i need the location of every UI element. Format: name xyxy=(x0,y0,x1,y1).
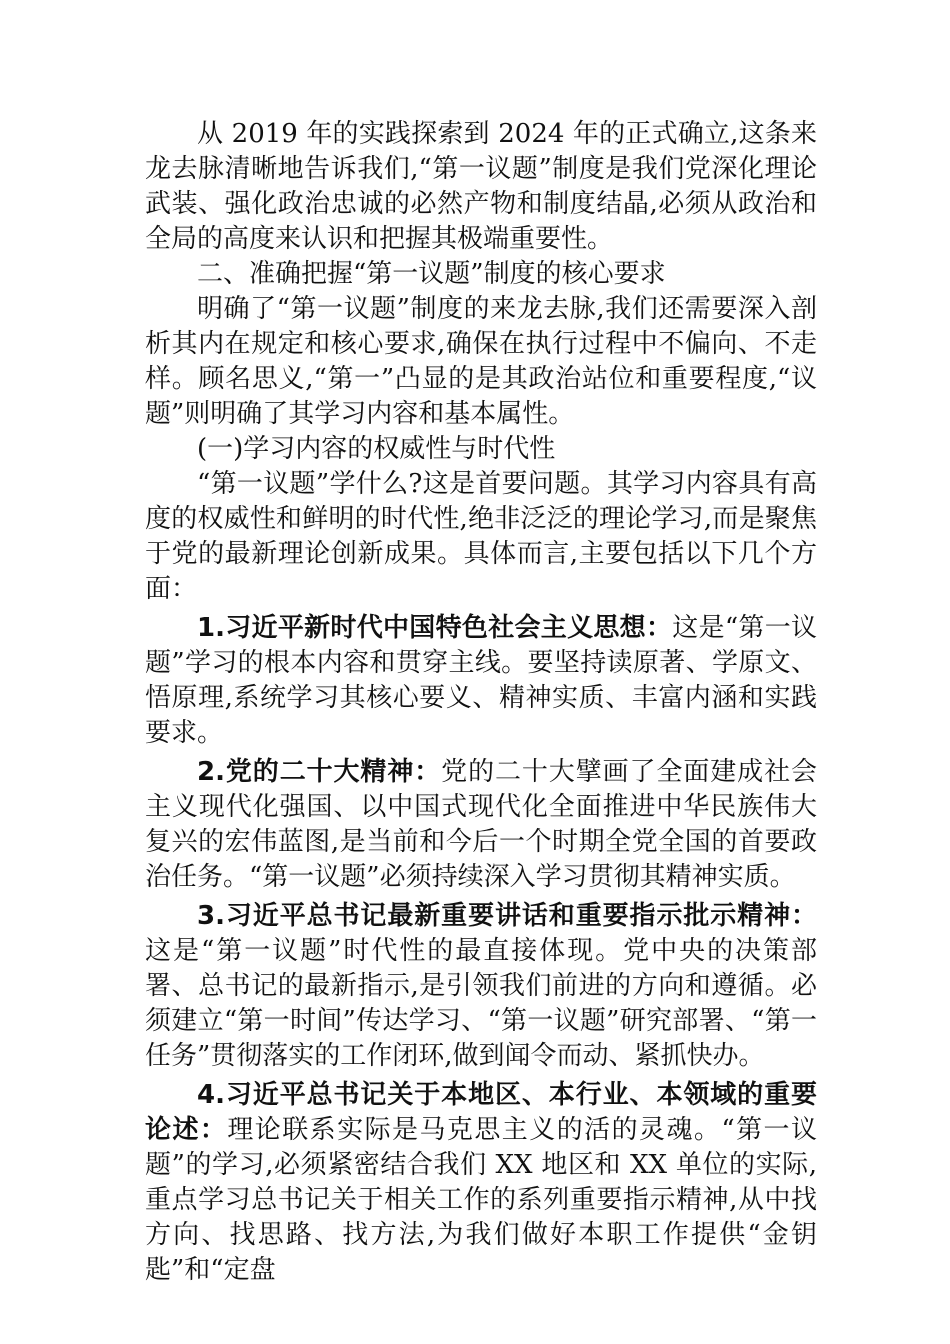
list-item-1-text: 这是“第一议题”学习的根本内容和贯穿主线。要坚持读原著、学原文、悟原理,系统学习其核心要义、精神实质、丰富内涵和实践要求。 xyxy=(145,613,818,748)
paragraph-learning-content: “第一议题”学什么?这是首要问题。其学习内容具有高度的权威性和鲜明的时代性,绝非泛泛的理论学习,而是聚焦于党的最新理论创新成果。具体而言,主要包括以下几个方面： xyxy=(145,469,817,604)
list-item-4-text: 理论联系实际是马克思主义的活的灵魂。“第一议题”的学习,必须紧密结合我们 XX 地区和 XX 单位的实际,重点学习总书记关于相关工作的系列重要指示精神,从中找方向、找思路、找方法,为我们做好本职工作提供“金钥匙”和“定盘 xyxy=(145,1115,817,1285)
list-item-1 xyxy=(145,611,817,751)
paragraph-core-requirements: 明确了“第一议题”制度的来龙去脉,我们还需要深入剖析其内在规定和核心要求,确保在执行过程中不偏向、不走样。顾名思义,“第一”凸显的是其政治站位和重要程度,“议题”则明确了其学习内容和基本属性。 xyxy=(145,294,817,429)
list-item-3-title: 3.习近平总书记最新重要讲话和重要指示批示精神： xyxy=(197,901,817,931)
subsection-heading-1: (一)学习内容的权威性与时代性 xyxy=(197,434,556,464)
list-item-2 xyxy=(145,755,817,895)
section-heading-2: 二、准确把握“第一议题”制度的核心要求 xyxy=(197,259,666,289)
list-item-3-text: 这是“第一议题”时代性的最直接体现。党中央的决策部署、总书记的最新指示,是引领我们前进的方向和遵循。必须建立“第一时间”传达学习、“第一议题”研究部署、“第一任务”贯彻落实的工作闭环,做到闻令而动、紧抓快办。 xyxy=(145,936,817,1071)
list-item-2-title: 2.党的二十大精神： xyxy=(197,757,442,787)
list-item-3 xyxy=(145,899,817,1074)
list-item-4 xyxy=(145,1078,817,1288)
document-page xyxy=(145,117,817,1288)
list-item-4-title: 4.习近平总书记关于本地区、本行业、本领域的重要论述： xyxy=(145,1080,817,1145)
paragraph-origin-summary: 从 2019 年的实践探索到 2024 年的正式确立,这条来龙去脉清晰地告诉我们,“第一议题”制度是我们党深化理论武装、强化政治忠诚的必然产物和制度结晶,必须从政治和全局的高度来认识和把握其极端重要性。 xyxy=(145,119,817,254)
list-item-2-text: 党的二十大擘画了全面建成社会主义现代化强国、以中国式现代化全面推进中华民族伟大复兴的宏伟蓝图,是当前和今后一个时期全党全国的首要政治任务。“第一议题”必须持续深入学习贯彻其精神实质。 xyxy=(145,757,817,892)
list-item-1-title: 1.习近平新时代中国特色社会主义思想： xyxy=(197,613,673,643)
